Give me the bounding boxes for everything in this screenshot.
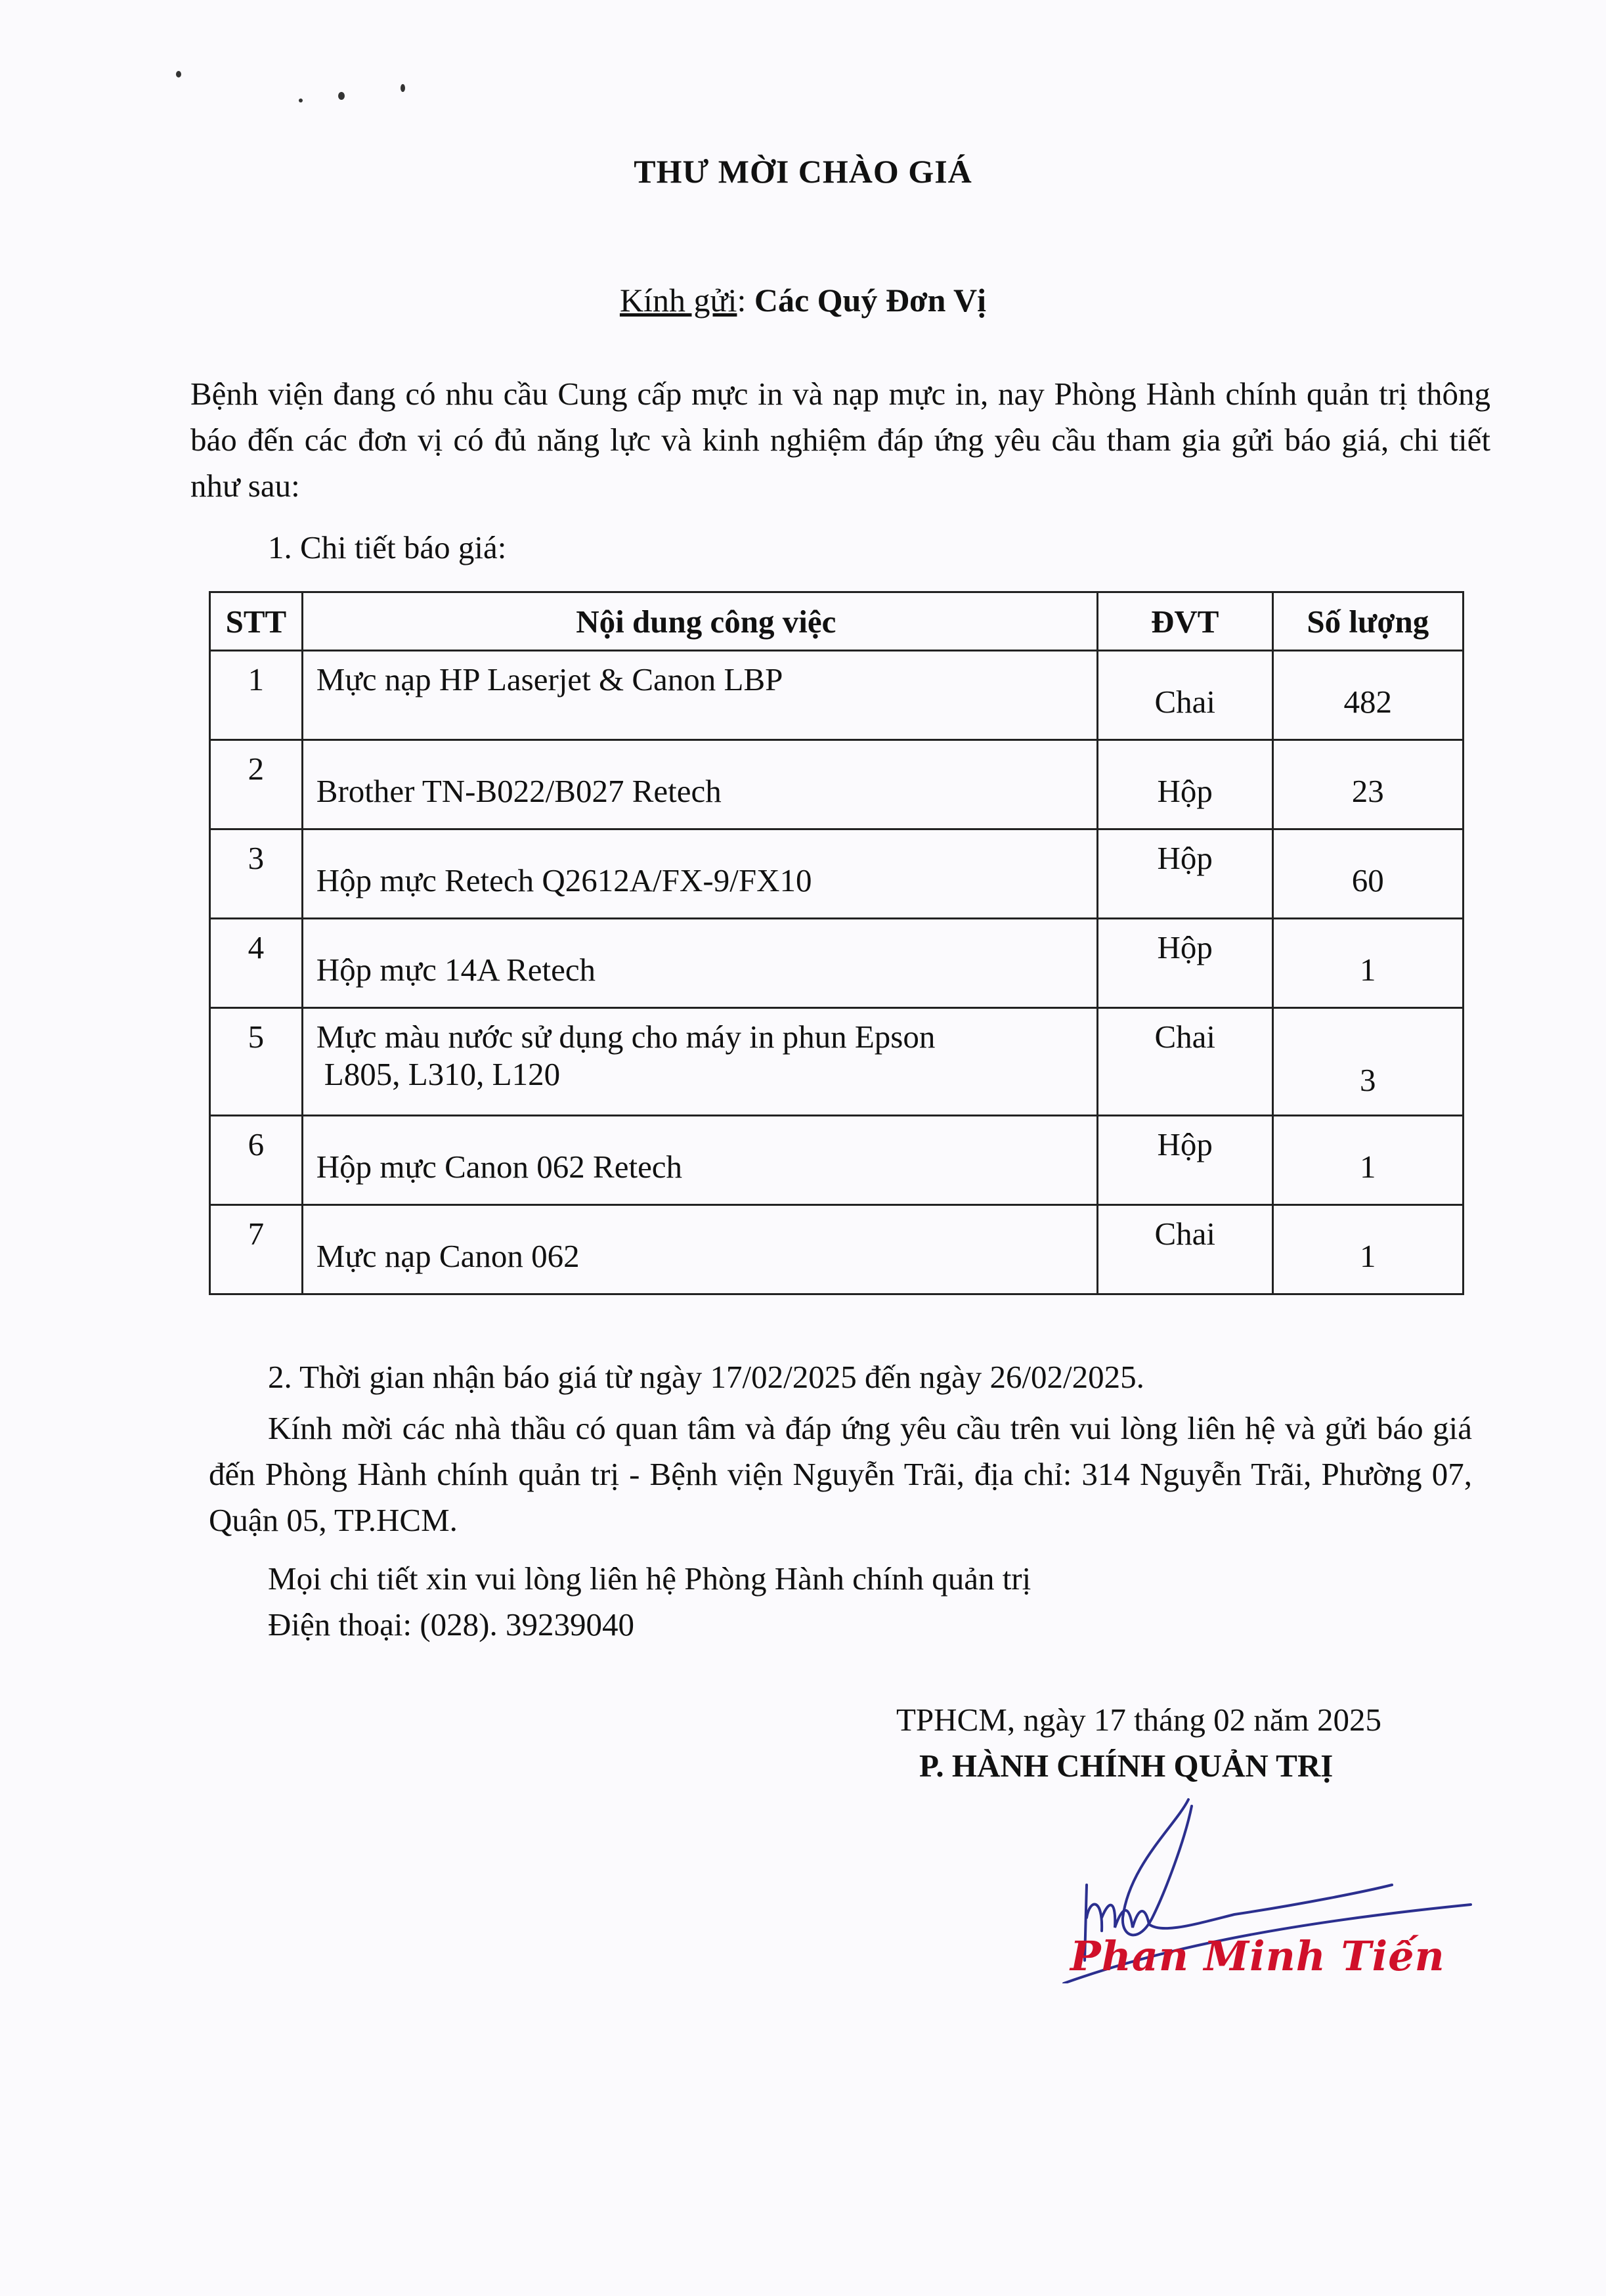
row-stt: 7 bbox=[210, 1205, 303, 1294]
row-description bbox=[302, 1008, 1097, 1116]
scan-speck bbox=[176, 71, 181, 77]
row-unit: Hộp bbox=[1097, 1116, 1272, 1205]
quote-table bbox=[209, 591, 1464, 1295]
contact-line: Mọi chi tiết xin vui lòng liên hệ Phòng Hành chính quản trị bbox=[268, 1560, 1031, 1597]
row-stt: 6 bbox=[210, 1116, 303, 1205]
table-header-row bbox=[210, 592, 1464, 651]
salutation-label: Kính gửi bbox=[619, 282, 737, 319]
row-quantity: 1 bbox=[1272, 1116, 1463, 1205]
salutation-recipient: Các Quý Đơn Vị bbox=[754, 282, 987, 319]
row-stt: 3 bbox=[210, 829, 303, 919]
row-unit: Hộp bbox=[1097, 740, 1272, 829]
row-quantity: 23 bbox=[1272, 740, 1463, 829]
table-row bbox=[210, 919, 1464, 1008]
section-1-heading: 1. Chi tiết báo giá: bbox=[268, 529, 507, 565]
row-description: Hộp mực 14A Retech bbox=[302, 919, 1097, 1008]
row-unit: Hộp bbox=[1097, 829, 1272, 919]
row-description: Mực nạp Canon 062 bbox=[302, 1205, 1097, 1294]
row-description: Brother TN-B022/B027 Retech bbox=[302, 740, 1097, 829]
document-title: THƯ MỜI CHÀO GIÁ bbox=[634, 153, 972, 190]
row-quantity: 1 bbox=[1272, 919, 1463, 1008]
header-quantity: Số lượng bbox=[1272, 592, 1463, 651]
row-unit: Chai bbox=[1097, 1205, 1272, 1294]
row-stt: 1 bbox=[210, 651, 303, 740]
header-unit: ĐVT bbox=[1097, 592, 1272, 651]
table-row bbox=[210, 829, 1464, 919]
scan-speck bbox=[299, 99, 303, 102]
header-stt: STT bbox=[210, 592, 303, 651]
row-stt: 5 bbox=[210, 1008, 303, 1116]
phone-line: Điện thoại: (028). 39239040 bbox=[268, 1606, 634, 1643]
row-description: Hộp mực Canon 062 Retech bbox=[302, 1116, 1097, 1205]
row-description-line-2: L805, L310, L120 bbox=[324, 1056, 561, 1092]
header-description: Nội dung công việc bbox=[302, 592, 1097, 651]
scan-speck bbox=[338, 92, 345, 100]
row-description: Hộp mực Retech Q2612A/FX-9/FX10 bbox=[302, 829, 1097, 919]
salutation-separator: : bbox=[737, 282, 754, 319]
section-2-deadline: 2. Thời gian nhận báo giá từ ngày 17/02/2025 đến ngày 26/02/2025. bbox=[268, 1359, 1144, 1395]
row-quantity: 60 bbox=[1272, 829, 1463, 919]
invitation-paragraph: Kính mời các nhà thầu có quan tâm và đáp ứng yêu cầu trên vui lòng liên hệ và gửi báo giá đến Phòng Hành chính quản trị - Bệnh viện Nguyễn Trãi, địa chỉ: 314 Nguyễn Trãi, Phường 07, Quận 05, TP.HCM. bbox=[209, 1410, 1472, 1538]
row-unit: Chai bbox=[1097, 1008, 1272, 1116]
table-row bbox=[210, 1116, 1464, 1205]
table-row bbox=[210, 740, 1464, 829]
row-unit: Chai bbox=[1097, 651, 1272, 740]
row-unit: Hộp bbox=[1097, 919, 1272, 1008]
row-quantity: 3 bbox=[1272, 1008, 1463, 1116]
row-quantity: 482 bbox=[1272, 651, 1463, 740]
scan-speck bbox=[401, 84, 405, 92]
table-row bbox=[210, 651, 1464, 740]
table-row bbox=[210, 1205, 1464, 1294]
row-quantity: 1 bbox=[1272, 1205, 1463, 1294]
intro-paragraph: Bệnh viện đang có nhu cầu Cung cấp mực in và nạp mực in, nay Phòng Hành chính quản trị thông báo đến các đơn vị có đủ năng lực và kinh nghiệm đáp ứng yêu cầu tham gia gửi báo giá, chi tiết như sau: bbox=[190, 376, 1490, 504]
row-stt: 4 bbox=[210, 919, 303, 1008]
row-description: Mực nạp HP Laserjet & Canon LBP bbox=[302, 651, 1097, 740]
salutation bbox=[0, 281, 1606, 319]
date-line: TPHCM, ngày 17 tháng 02 năm 2025 bbox=[896, 1702, 1382, 1738]
table-row bbox=[210, 1008, 1464, 1116]
signer-name: Phan Minh Tiến bbox=[1070, 1932, 1445, 1980]
row-stt: 2 bbox=[210, 740, 303, 829]
signing-department: P. HÀNH CHÍNH QUẢN TRỊ bbox=[919, 1748, 1334, 1784]
row-description-line-1: Mực màu nước sử dụng cho máy in phun Epson bbox=[316, 1019, 936, 1055]
